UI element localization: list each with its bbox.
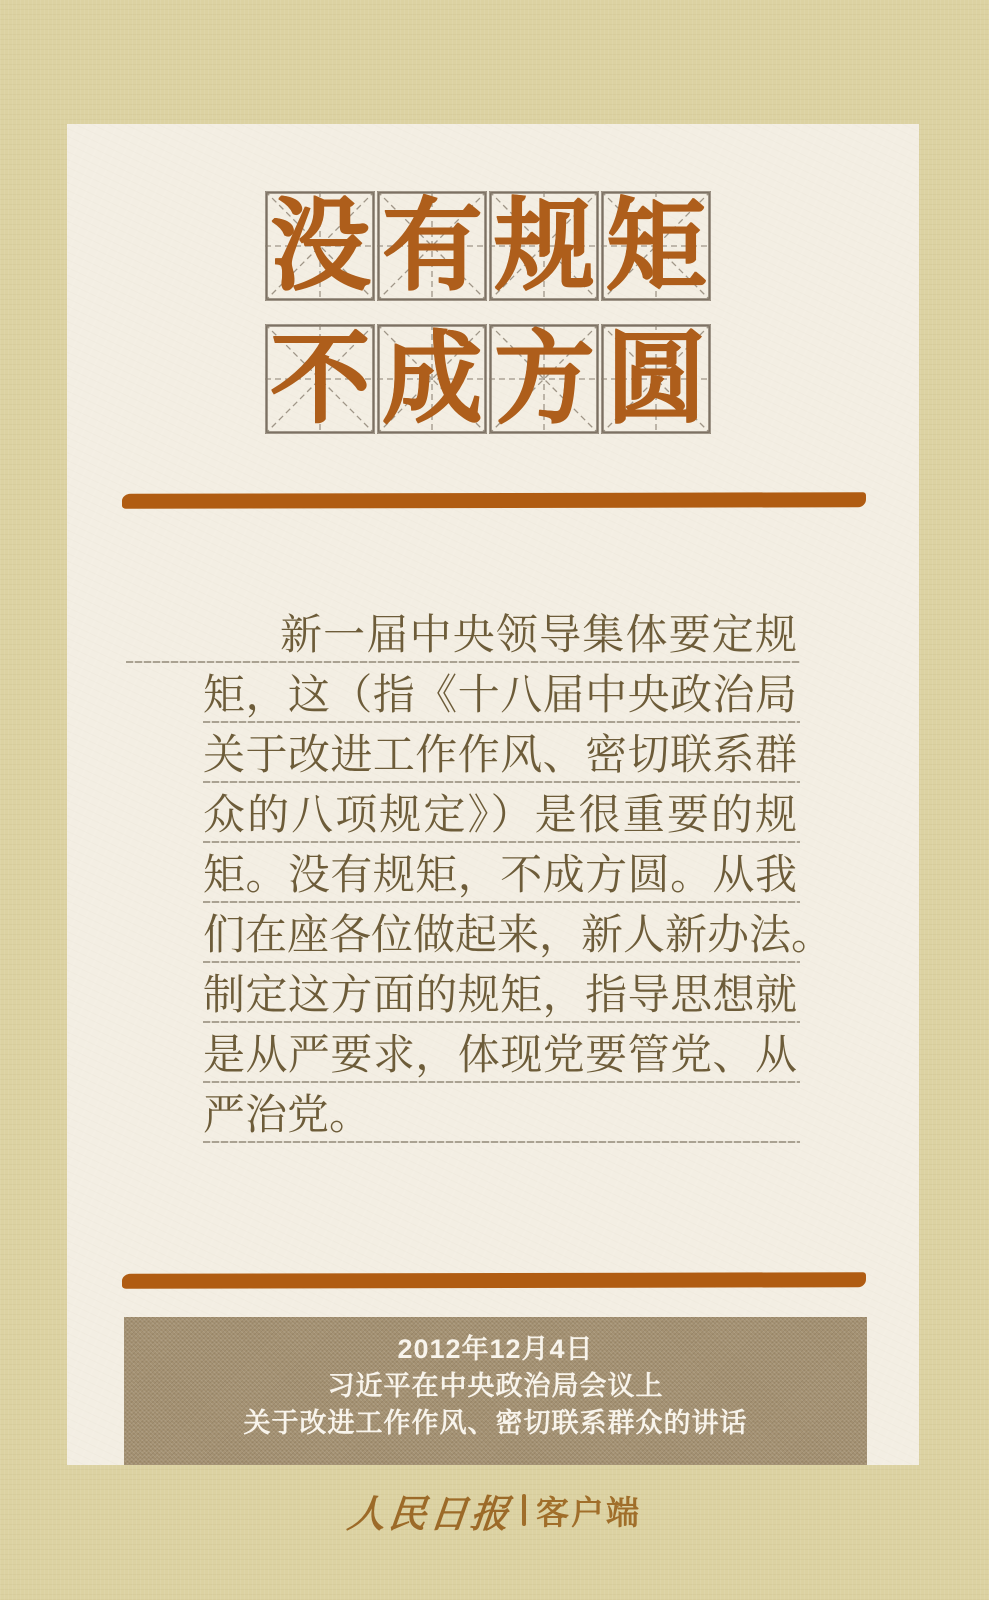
quote-line: 制定这方面的规矩，指导思想就 [203,967,797,1027]
title-character: 不 [270,324,370,435]
top-divider-line [122,492,866,509]
calligraphy-cell [377,191,487,301]
quote-line: 们在座各位做起来，新人新办法。 [203,907,797,967]
title-row-1 [265,191,711,301]
attribution-speaker: 习近平在中央政治局会议上 [327,1371,664,1401]
attribution-box [124,1317,867,1465]
title-character: 有 [382,191,482,302]
client-label: 客户端 [536,1493,641,1531]
calligraphy-cell [265,324,375,434]
quote-line: 矩，这（指《十八届中央政治局 [203,667,797,727]
bottom-divider-line [122,1272,866,1289]
attribution-source: 关于改进工作作风、密切联系群众的讲话 [243,1408,748,1438]
title-row-2 [265,324,711,434]
quote-line: 是从严要求，体现党要管党、从 [203,1027,797,1087]
quote-line: 新一届中央领导集体要定规 [203,607,797,667]
attribution-date: 2012年12月4日 [397,1334,594,1364]
calligraphy-cell [489,191,599,301]
calligraphy-cell [601,191,711,301]
people-daily-script-logo: 人民日报 [345,1493,514,1536]
title-character: 规 [494,191,594,302]
calligraphy-cell [489,324,599,434]
quote-body [203,607,834,1147]
logo-separator-bar [522,1494,526,1526]
title-character: 圆 [606,324,706,435]
title-calligraphy-grid [265,191,711,434]
title-character: 没 [270,191,370,302]
quote-line: 众的八项规定》）是很重要的规 [203,787,797,847]
title-character: 成 [382,324,482,435]
footer-logo [0,1486,989,1534]
title-character: 方 [494,324,594,435]
title-character: 矩 [606,191,706,302]
calligraphy-cell [601,324,711,434]
calligraphy-cell [377,324,487,434]
calligraphy-cell [265,191,375,301]
quote-line: 矩。没有规矩，不成方圆。从我 [203,847,797,907]
quote-line: 关于改进工作作风、密切联系群 [203,727,797,787]
quote-line: 严治党。 [203,1087,797,1147]
